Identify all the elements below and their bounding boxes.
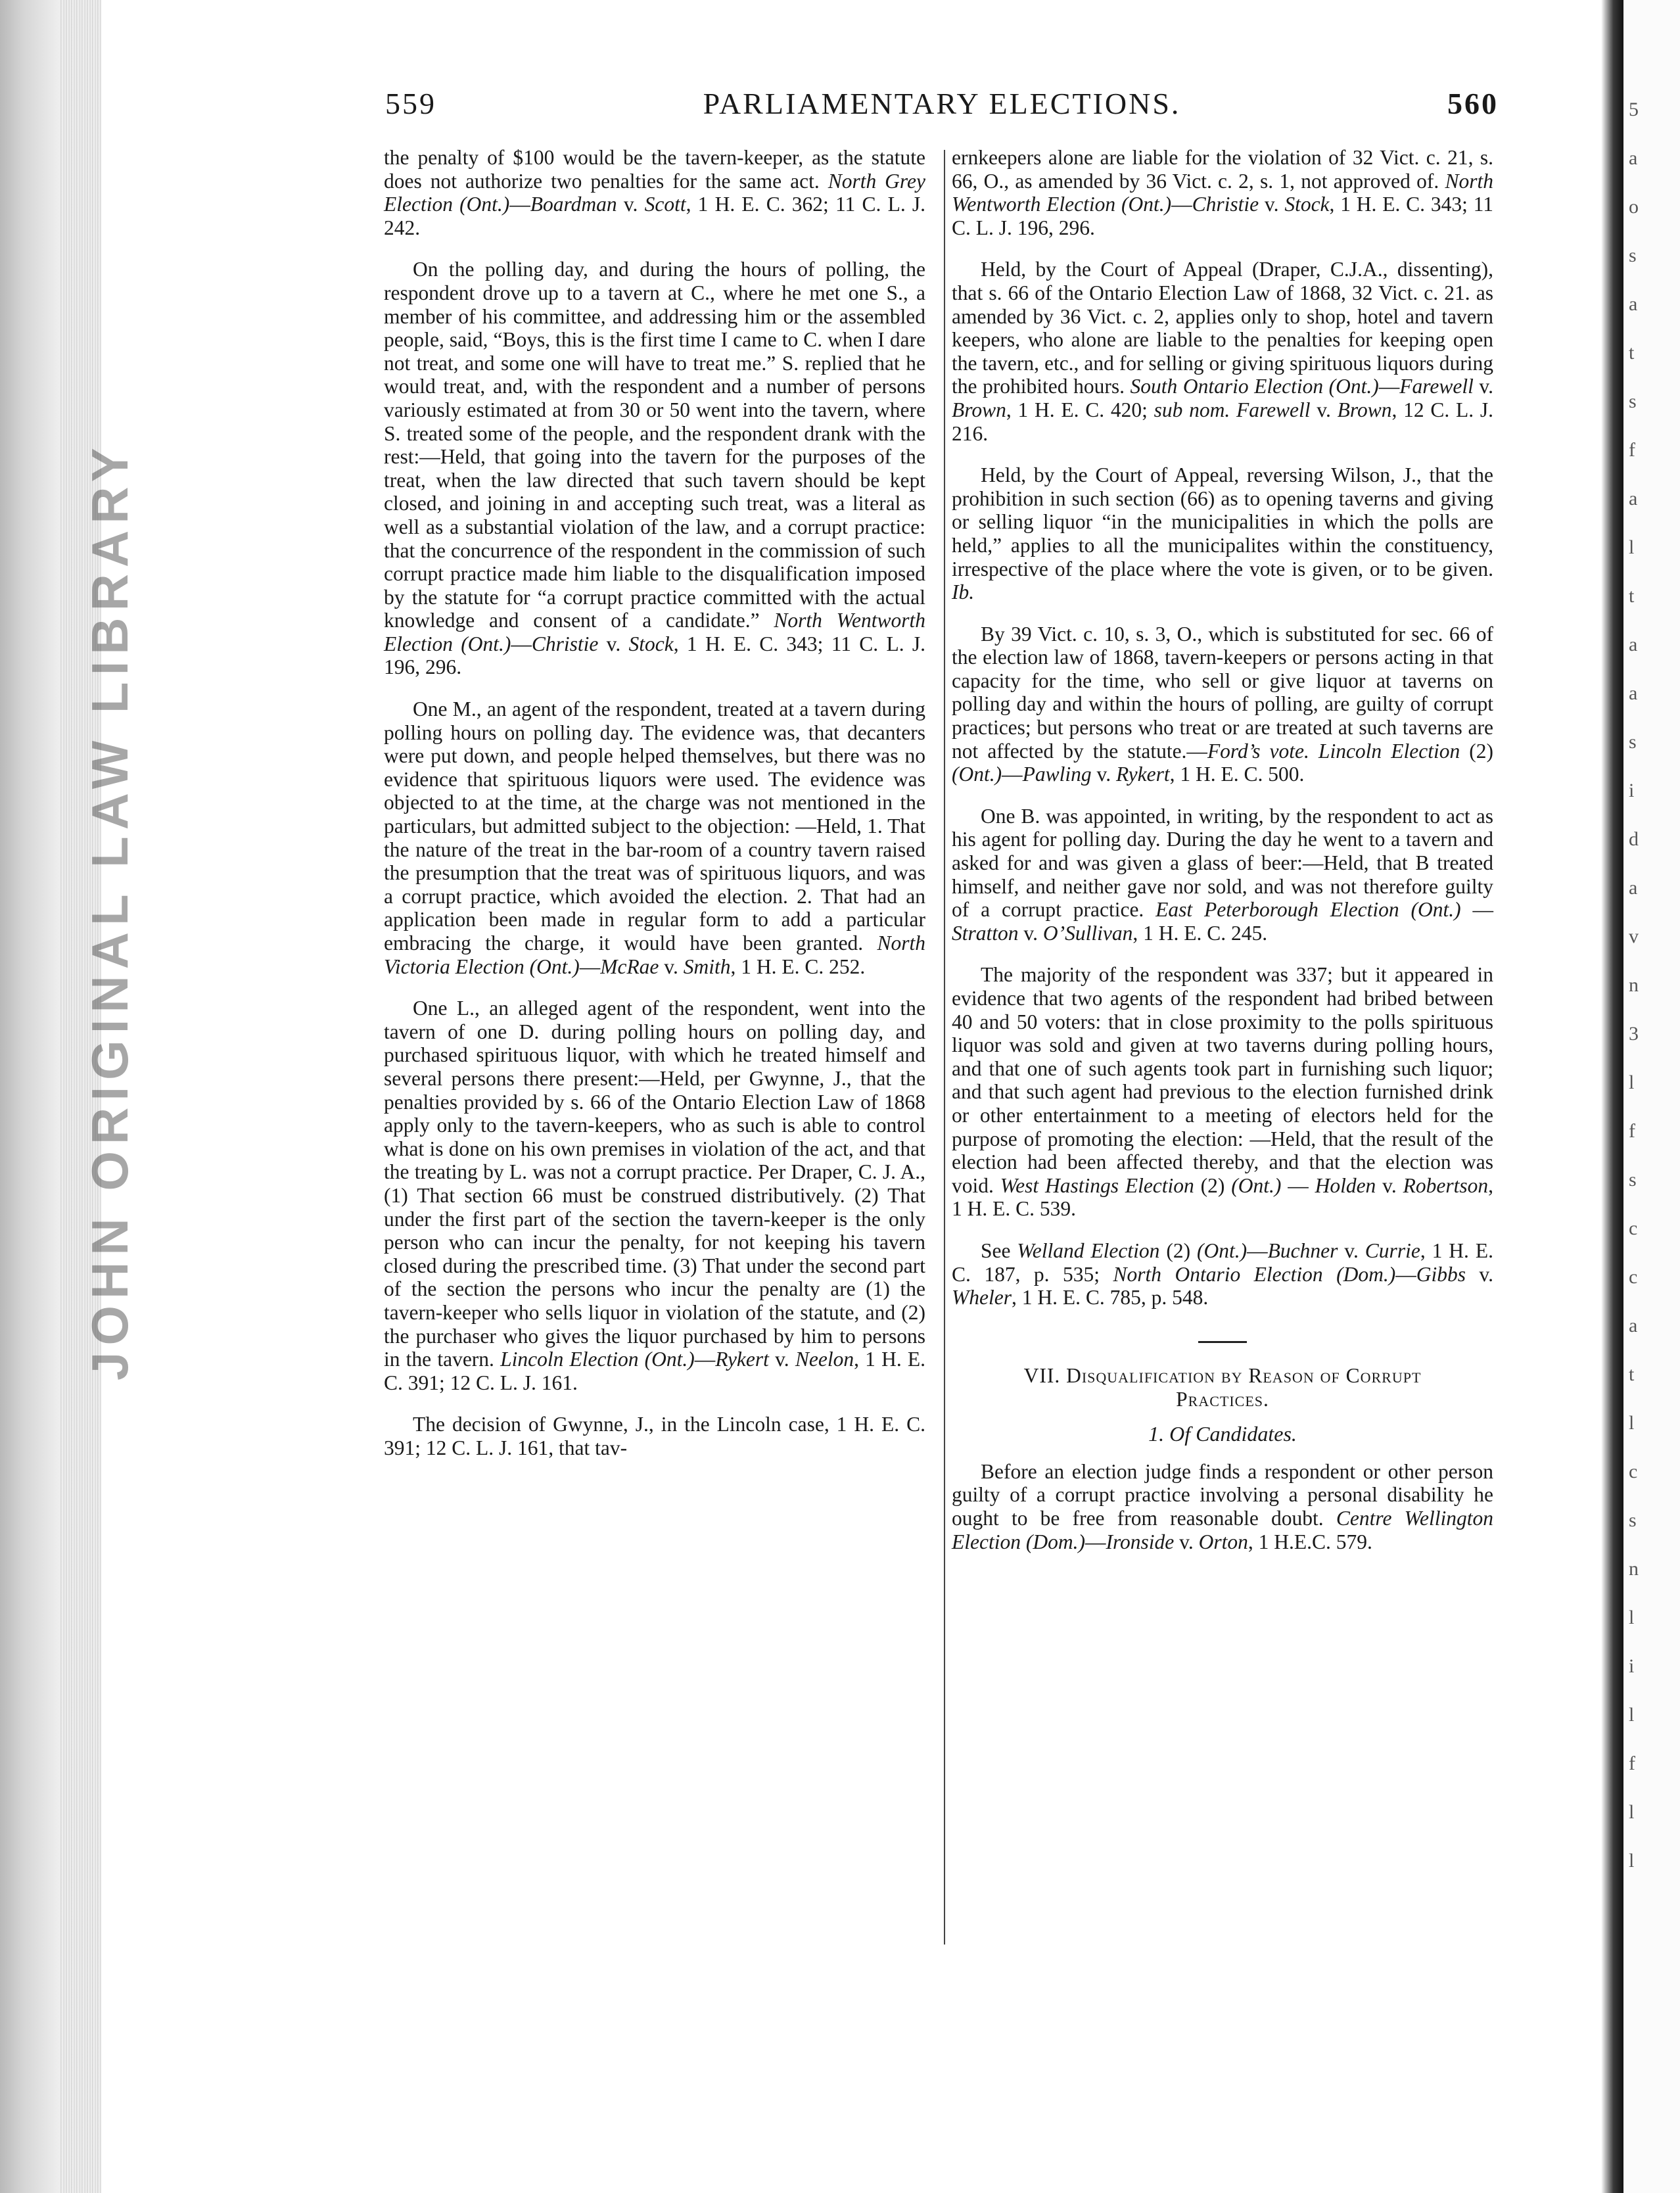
column-divider <box>944 150 945 1945</box>
next-page-text-fragment: a <box>1629 634 1638 655</box>
paragraph: Held, by the Court of Appeal, reversing Wilson, J., that the prohibition in such section (66) as to opening taverns and giving or selling liquor “in the municipalities in which the polls are held,” applies to all the municipalites within the constituency, irrespective of the place where the vote is given, or to be given. Ib. <box>952 463 1493 604</box>
next-page-text-fragment: t <box>1629 342 1635 364</box>
next-page-text-fragment: t <box>1629 1363 1635 1385</box>
section-heading-line: VII. Disqualification by Reason of Corrupt <box>1023 1363 1422 1387</box>
next-page-text-fragment: l <box>1629 1850 1635 1872</box>
next-page-text-fragment: c <box>1629 1266 1638 1288</box>
next-page-text-fragment: l <box>1629 1801 1635 1823</box>
running-title: PARLIAMENTARY ELECTIONS. <box>703 87 1181 120</box>
section-subheading: 1. Of Candidates. <box>1148 1421 1297 1446</box>
next-page-text-fragment: i <box>1629 780 1635 801</box>
next-page-text-fragment: l <box>1629 1704 1635 1726</box>
next-page-text-fragment: s <box>1629 245 1637 266</box>
library-spine-stamp: JOHN ORIGINAL LAW LIBRARY <box>81 441 139 1380</box>
next-page-text-fragment: l <box>1629 1072 1635 1093</box>
section-heading <box>952 1364 1493 1411</box>
next-page-text-fragment: f <box>1629 439 1635 461</box>
right-page-number: 560 <box>1447 87 1499 120</box>
paragraph: Held, by the Court of Appeal (Draper, C.J.A., dissenting), that s. 66 of the Ontario Election Law of 1868, 32 Vict. c. 21. as amended by 36 Vict. c. 2, applies only to shop, hotel and tavern keepers, who alone are liable to the penalties for keeping open the tavern, etc., and for selling or giving spirituous liquors during the prohibited hours. South Ontario Election (Ont.)—Farewell v. Brown, 1 H. E. C. 420; sub nom. Farewell v. Brown, 12 C. L. J. 216. <box>952 258 1493 445</box>
next-page-text-fragment: a <box>1629 293 1638 315</box>
paragraph: One B. was appointed, in writing, by the respondent to act as his agent for polling day. During the day he went to a tavern and asked for and was given a glass of beer:—Held, that B treated himself, and neither gave nor sold, and was not therefore guilty of a corrupt practice. East Peterborough Election (Ont.) — Stratton v. O’Sullivan, 1 H. E. C. 245. <box>952 804 1494 945</box>
paragraph: The decision of Gwynne, J., in the Lincoln case, 1 H. E. C. 391; 12 C. L. J. 161, that tav- <box>384 1413 925 1459</box>
next-page-text-fragment: n <box>1629 1558 1639 1580</box>
next-page-text-fragment: t <box>1629 585 1635 607</box>
paragraph: One M., an agent of the respondent, treated at a tavern during polling hours on polling day. The evidence was, that decanters were put down, and people helped themselves, but there was no evidence that spirituous liquors were used. The evidence was objected to at the time, at the charge was not mentioned in the particulars, but admitted subject to the objection: —Held, 1. That the nature of the treat in the bar-room of a country tavern raised the presumption that the treat was of spirituous liquors, and was a corrupt practice, which avoided the election. 2. That had an application been made in regular form to add a particular embracing the charge, it would have been granted. North Victoria Election (Ont.)—McRae v. Smith, 1 H. E. C. 252. <box>384 697 925 978</box>
paragraph: See Welland Election (2) (Ont.)—Buchner v. Currie, 1 H. E. C. 187, p. 535; North Ontario Election (Dom.)—Gibbs v. Wheler, 1 H. E. C. 785, p. 548. <box>952 1238 1494 1309</box>
gutter-shadow <box>1601 0 1623 2193</box>
running-head <box>385 84 1499 124</box>
paragraph: On the polling day, and during the hours of polling, the respondent drove up to a tavern at C., where he met one S., a member of his committee, and addressing him or the assembled people, said, “Boys, this is the first time I came to C. when I dare not treat, and some one will have to treat me.” S. replied that he would treat, and, with the respondent and a number of persons variously estimated at from 30 or 50 went into the tavern, where S. treated some of the people, and the respondent drank with the rest:—Held, that going into the tavern for the purposes of the treat, when the law directed that such tavern should be kept closed, and joining in and accepting such treat, was a literal as well as a substantial violation of the law, and a corrupt practice: that the concurrence of the respondent in the commission of such corrupt practice made him liable to the disqualification imposed by the statute for “a corrupt practice committed with the actual knowledge and consent of a candidate.” North Wentworth Election (Ont.)—Christie v. Stock, 1 H. E. C. 343; 11 C. L. J. 196, 296. <box>384 258 926 679</box>
next-page-text-fragment: v <box>1629 926 1639 947</box>
next-page-text-fragment: c <box>1629 1461 1638 1482</box>
next-page-text-fragment: c <box>1629 1217 1638 1239</box>
next-page-text-fragment: l <box>1629 536 1635 558</box>
next-page-text-fragment: o <box>1629 196 1639 218</box>
section-separator-rule <box>1198 1341 1247 1343</box>
next-page-text-fragment: i <box>1629 1655 1635 1677</box>
paragraph: the penalty of $100 would be the tavern-keeper, as the statute does not authorize two penalties for the same act. North Grey Election (Ont.)—Boardman v. Scott, 1 H. E. C. 362; 11 C. L. J. 242. <box>384 146 926 239</box>
next-page-text-fragment: 5 <box>1629 99 1639 120</box>
next-page-text-fragment: a <box>1629 488 1638 509</box>
next-page-text-fragment: n <box>1629 974 1639 996</box>
next-page-text-fragment: s <box>1629 1169 1637 1191</box>
paragraph: One L., an alleged agent of the respondent, went into the tavern of one D. during polling hours on polling day, and purchased spirituous liquor, with which he treated himself and several persons there present:—Held, per Gwynne, J., that the penalties provided by s. 66 of the Ontario Election Law of 1868 apply only to the tavern-keepers, who as such is able to control what is done on his own premises in violation of the act, and that the treating by L. was not a corrupt practice. Per Draper, C. J. A., (1) That section 66 must be construed distributively. (2) That under the first part of the section the tavern-keeper is the only person who can incur the penalty, for not keeping his tavern closed during the prescribed time. (3) That under the second part of the section the persons who incur the penalty are (1) the tavern-keeper who sells liquor in violation of the statute, and (2) the purchaser who gives the liquor purchased by him to persons in the tavern. Lincoln Election (Ont.)—Rykert v. Neelon, 1 H. E. C. 391; 12 C. L. J. 161. <box>384 997 925 1394</box>
next-page-text-fragment: f <box>1629 1120 1635 1142</box>
next-page-text-fragment: l <box>1629 1412 1635 1434</box>
paragraph: ernkeepers alone are liable for the violation of 32 Vict. c. 21, s. 66, O., as amended by 36 Vict. c. 2, s. 1, not approved of. North Wentworth Election (Ont.)—Christie v. Stock, 1 H. E. C. 343; 11 C. L. J. 196, 296. <box>952 146 1494 239</box>
next-page-text-fragment: d <box>1629 828 1639 850</box>
left-column <box>384 146 925 1478</box>
next-page-text-fragment: a <box>1629 147 1638 169</box>
next-page-text-fragment: l <box>1629 1607 1635 1628</box>
next-page-text-fragment: s <box>1629 1509 1637 1531</box>
left-page-number: 559 <box>385 87 436 120</box>
next-page-text-fragment: f <box>1629 1753 1635 1774</box>
section-heading-line: Practices. <box>1176 1387 1269 1411</box>
next-page-text-fragment: s <box>1629 390 1637 412</box>
paragraph: Before an election judge finds a respondent or other person guilty of a corrupt practice involving a personal disability he ought to be free from reasonable doubt. Centre Wellington Election (Dom.)—Ironside v. Orton, 1 H.E.C. 579. <box>952 1459 1493 1553</box>
next-page-edge <box>1623 0 1680 2193</box>
paragraph: By 39 Vict. c. 10, s. 3, O., which is substituted for sec. 66 of the election law of 1868, tavern-keepers or persons acting in that capacity for the time, who sell or give liquor at taverns on polling day and within the hours of polling, are guilty of corrupt practices; but persons who treat or are treated at such taverns are not affected by the statute.—Ford’s vote. Lincoln Election (2) (Ont.)—Pawling v. Rykert, 1 H. E. C. 500. <box>952 622 1493 786</box>
book-binding-edge <box>0 0 60 2193</box>
next-page-text-fragment: a <box>1629 877 1638 899</box>
paragraph: The majority of the respondent was 337; but it appeared in evidence that two agents of the respondent had bribed between 40 and 50 voters: that in close proximity to the polls spirituous liquor was sold and given at two taverns during polling hours, and that one of such agents took part in furnishing such liquor; and that such agent had previous to the election furnished drink or other entertainment to a meeting of electors held for the purpose of promoting the election: —Held, that the result of the election had been affected thereby, and that the election was void. West Hastings Election (2) (Ont.) — Holden v. Robertson, 1 H. E. C. 539. <box>952 963 1493 1221</box>
next-page-text-fragment: 3 <box>1629 1023 1639 1045</box>
next-page-text-fragment: a <box>1629 682 1638 704</box>
next-page-text-fragment: s <box>1629 731 1637 753</box>
next-page-text-fragment: a <box>1629 1315 1638 1336</box>
right-column <box>952 146 1493 1572</box>
